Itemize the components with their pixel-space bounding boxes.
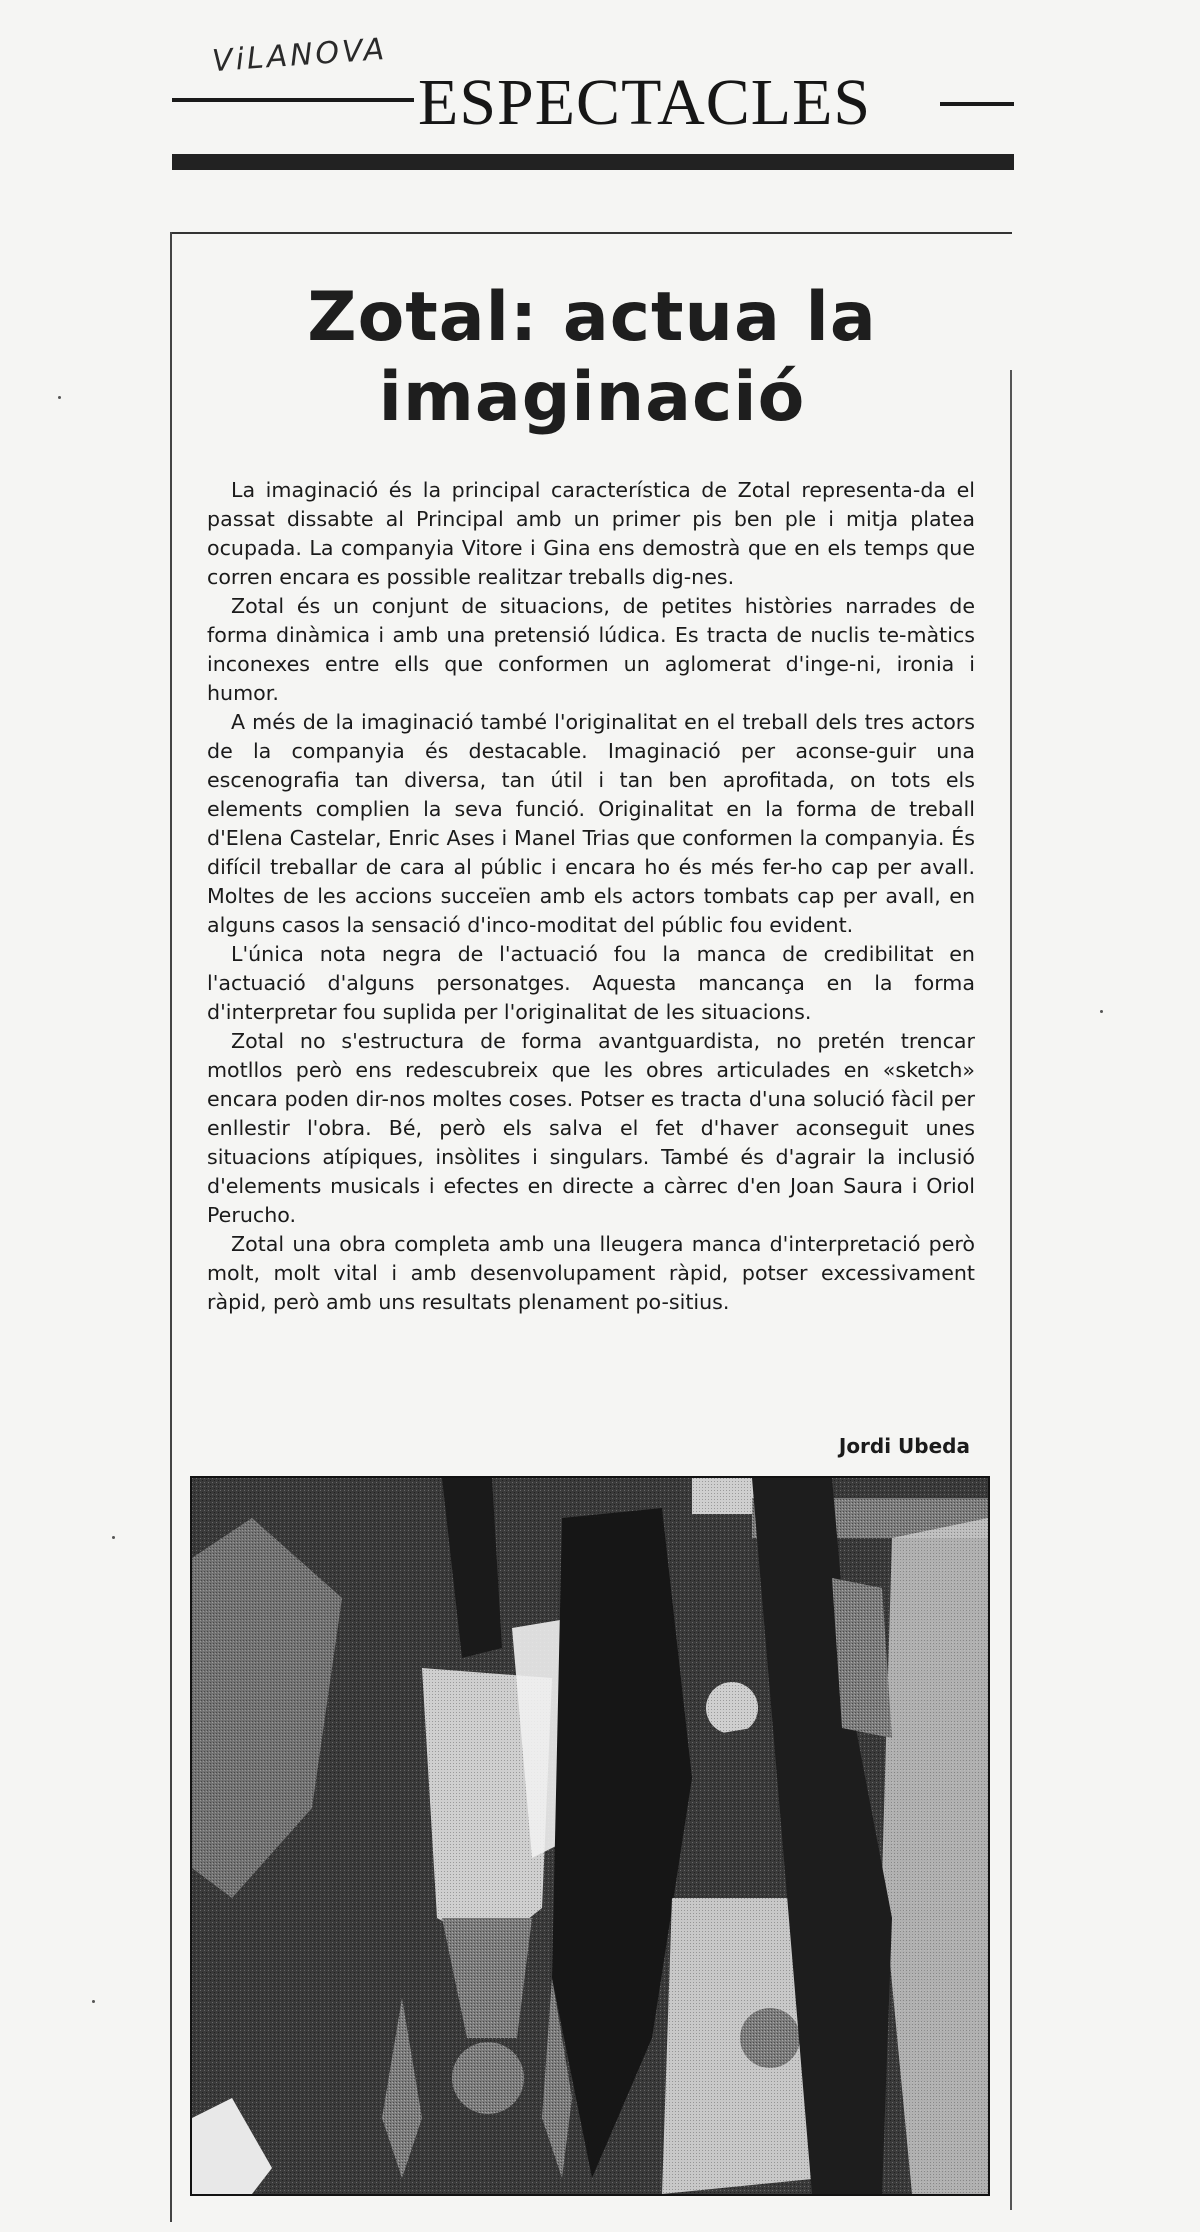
article-frame-right [1010,370,1012,2210]
section-header-thick-bar [172,154,1014,170]
article-paragraph: A més de la imaginació també l'originalitat en el treball dels tres actors de la companyia és destacable. Imaginació per aconse-guir una escenografia tan diversa, tan útil i tan ben aprofitada, on tots els elements complien la seva funció. Originalitat en la forma de treball d'Elena Castelar, Enric Ases i Manel Trias que conformen la companyia. És difícil treballar de cara al públic i encara ho és més fer-ho cap per avall. Moltes de les accions succeïen amb els actors tombats cap per avall, en alguns casos la sensació d'inco-moditat del públic fou evident. [207,710,975,937]
scan-speck [58,396,61,399]
section-header-rule-left [172,98,414,102]
article-frame-left [170,232,172,2222]
article-byline: Jordi Ubeda [838,1434,970,1458]
section-header-rule-right [940,102,1014,106]
article-paragraph: La imaginació és la principal característica de Zotal representa-da el passat dissabte al Principal amb un primer pis ben ple i mitja platea ocupada. La companyia Vitore i Gina ens demostrà que en els temps que corren encara es possible realitzar treballs dig-nes. [207,478,975,589]
article-paragraph: L'única nota negra de l'actuació fou la manca de credibilitat en l'actuació d'alguns personatges. Aquesta mancança en la forma d'interpretar fou suplida per l'originalitat de les situacions. [207,942,975,1024]
scan-speck [1100,1010,1103,1013]
scan-speck [112,1536,115,1539]
article-paragraph: Zotal no s'estructura de forma avantguardista, no pretén trencar motllos però ens redescubreix que les obres articulades en «sketch» encara poden dir-nos moltes coses. Potser es tracta d'una solució fàcil per enllestir l'obra. Bé, però els salva el fet d'haver aconseguit unes situacions atípiques, insòlites i singulars. També és d'agrair la inclusió d'elements musicals i efectes en directe a càrrec d'en Joan Saura i Oriol Perucho. [207,1029,975,1227]
article-headline: Zotal: actua la imaginació [307,278,877,437]
section-title: ESPECTACLES [418,66,872,139]
article-frame-top [170,232,1012,234]
performance-photo-graphic [192,1478,988,2194]
article-paragraph: Zotal és un conjunt de situacions, de petites històries narrades de forma dinàmica i amb una pretensió lúdica. Es tracta de nuclis te-màtics inconexes entre ells que conformen un aglomerat d'inge-ni, ironia i humor. [207,594,975,705]
performance-photo [190,1476,990,2196]
handwritten-location-note: ViLANOVA [210,31,389,80]
article-paragraph: Zotal una obra completa amb una lleugera manca d'interpretació però molt, molt vital i amb desenvolupament ràpid, potser excessivament ràpid, però amb uns resultats plenament po-sitius. [207,1232,975,1314]
scan-speck [92,2000,95,2003]
article-body [207,476,975,1317]
